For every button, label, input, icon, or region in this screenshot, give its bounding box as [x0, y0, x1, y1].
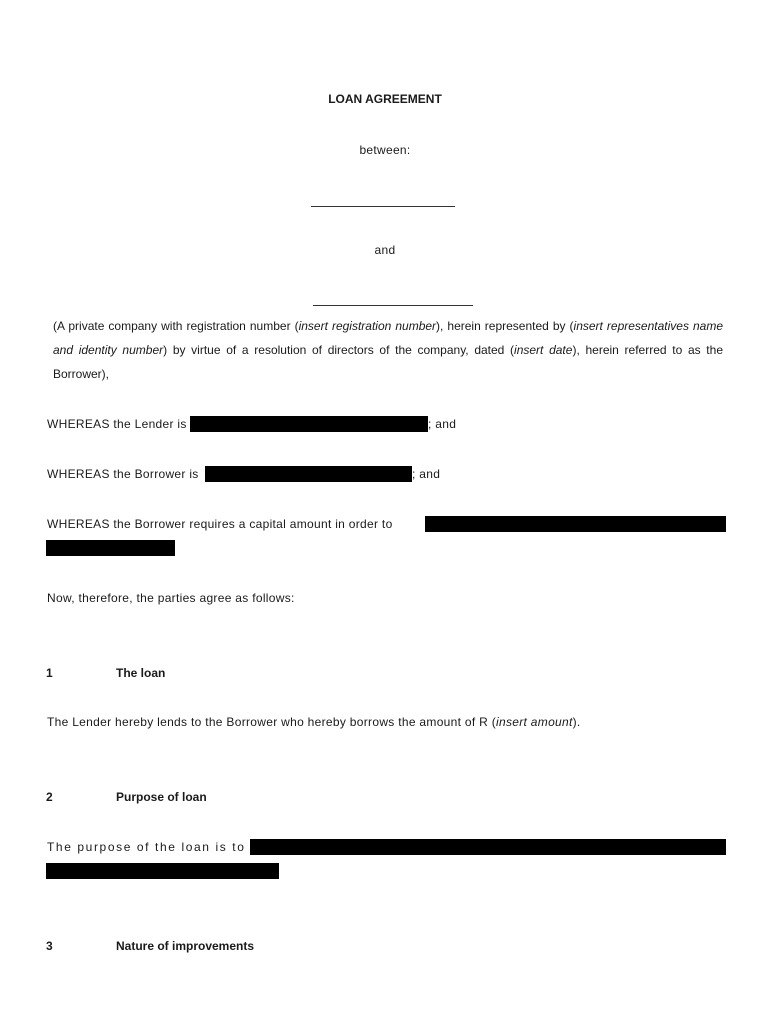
- and-label: and: [374, 243, 396, 257]
- redacted-borrower-name: [205, 466, 412, 482]
- section-2-number: 2: [46, 790, 53, 804]
- first-party-blank-line: [311, 206, 455, 207]
- purpose-text: The purpose of the loan is to: [47, 840, 246, 854]
- whereas-borrower-prefix: WHEREAS the Borrower is: [47, 467, 199, 481]
- section-3-title: Nature of improvements: [116, 939, 255, 953]
- redacted-capital-purpose-line2: [46, 540, 175, 556]
- second-party-blank-line: [313, 305, 473, 306]
- redacted-purpose-line1: [250, 839, 726, 855]
- redacted-capital-purpose-line1: [425, 516, 726, 532]
- now-therefore-text: Now, therefore, the parties agree as follows:: [47, 591, 295, 605]
- whereas-capital-prefix: WHEREAS the Borrower requires a capital amount in order to: [47, 517, 393, 531]
- section-1-number: 1: [46, 666, 53, 680]
- section-1-title: The loan: [116, 666, 166, 680]
- section-2-title: Purpose of loan: [116, 790, 207, 804]
- document-title: LOAN AGREEMENT: [328, 92, 442, 106]
- redacted-lender-name: [190, 416, 428, 432]
- whereas-lender-prefix: WHEREAS the Lender is: [47, 417, 187, 431]
- between-label: between:: [359, 143, 411, 157]
- section-3-number: 3: [46, 939, 53, 953]
- loan-text: The Lender hereby lends to the Borrower who hereby borrows the amount of R (insert amount).: [47, 715, 581, 729]
- whereas-borrower-suffix: ; and: [412, 467, 441, 481]
- redacted-purpose-line2: [46, 863, 279, 879]
- whereas-lender-suffix: ; and: [428, 417, 457, 431]
- borrower-description: (A private company with registration number (insert registration number), herein represented by (insert representatives name and identity number) by virtue of a resolution of directors of the company, dated (insert date), herein referred to as the Borrower),: [53, 319, 724, 381]
